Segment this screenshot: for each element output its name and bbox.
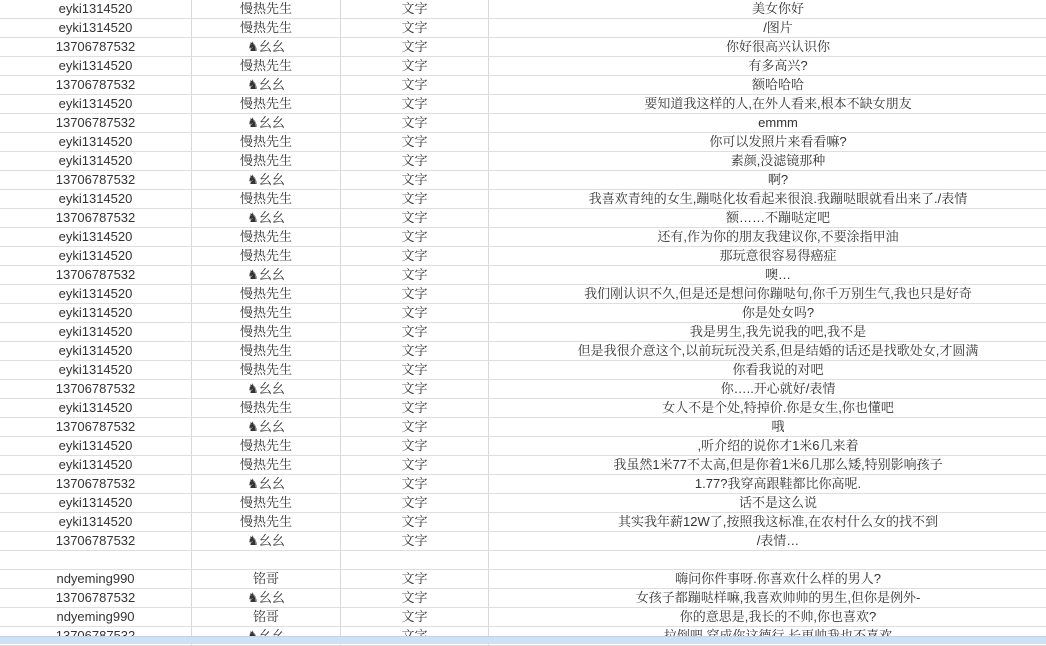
cell-message-type[interactable]: 文字 xyxy=(341,57,489,76)
cell-nickname[interactable]: 慢热先生 xyxy=(192,57,341,76)
table-row xyxy=(0,228,1046,247)
cell-message-text[interactable]: 要知道我这样的人,在外人看来,根本不缺女朋友 xyxy=(489,95,1046,114)
cell-message-type[interactable]: 文字 xyxy=(341,323,489,342)
cell-message-type[interactable]: 文字 xyxy=(341,190,489,209)
table-row xyxy=(0,399,1046,418)
table-row xyxy=(0,551,1046,570)
cell-message-type[interactable]: 文字 xyxy=(341,171,489,190)
cell-nickname[interactable]: ♞幺幺 xyxy=(192,532,341,551)
table-row xyxy=(0,190,1046,209)
cell-nickname[interactable]: 慢热先生 xyxy=(192,95,341,114)
cell-sender-id[interactable]: eyki1314520 xyxy=(0,361,192,380)
cell-sender-id[interactable]: ndyeming990 xyxy=(0,570,192,589)
cell-message-text[interactable]: 嗨问你件事呀.你喜欢什么样的男人? xyxy=(489,570,1046,589)
cell-message-text[interactable]: 我们刚认识不久,但是还是想问你蹦哒句,你千万别生气,我也只是好奇 xyxy=(489,285,1046,304)
cell-message-text[interactable]: 你…..开心就好/表情 xyxy=(489,380,1046,399)
cell-sender-id[interactable]: eyki1314520 xyxy=(0,285,192,304)
cell-message-text[interactable]: 其实我年薪12W了,按照我这标准,在农村什么女的找不到 xyxy=(489,513,1046,532)
cell-sender-id[interactable]: eyki1314520 xyxy=(0,323,192,342)
table-row xyxy=(0,38,1046,57)
cell-nickname[interactable]: 慢热先生 xyxy=(192,456,341,475)
cell-message-text[interactable]: /图片 xyxy=(489,19,1046,38)
cell-nickname[interactable]: 慢热先生 xyxy=(192,133,341,152)
cell-sender-id[interactable]: eyki1314520 xyxy=(0,342,192,361)
cell-nickname[interactable]: 慢热先生 xyxy=(192,494,341,513)
cell-message-type[interactable]: 文字 xyxy=(341,418,489,437)
table-row xyxy=(0,342,1046,361)
cell-message-type[interactable]: 文字 xyxy=(341,0,489,19)
table-row xyxy=(0,304,1046,323)
cell-nickname[interactable]: 慢热先生 xyxy=(192,304,341,323)
table-row xyxy=(0,494,1046,513)
cell-sender-id[interactable]: eyki1314520 xyxy=(0,247,192,266)
cell-message-text[interactable]: 啊? xyxy=(489,171,1046,190)
cell-message-text[interactable]: 额……不蹦哒定吧 xyxy=(489,209,1046,228)
cell-sender-id[interactable]: eyki1314520 xyxy=(0,57,192,76)
table-row xyxy=(0,114,1046,133)
cell-sender-id[interactable]: eyki1314520 xyxy=(0,456,192,475)
cell-message-text[interactable]: 女人不是个处,特掉价.你是女生,你也懂吧 xyxy=(489,399,1046,418)
cell-sender-id[interactable]: eyki1314520 xyxy=(0,19,192,38)
cell-sender-id[interactable]: eyki1314520 xyxy=(0,399,192,418)
cell-nickname[interactable]: 慢热先生 xyxy=(192,190,341,209)
cell-nickname[interactable]: 慢热先生 xyxy=(192,513,341,532)
cell-message-text[interactable]: emmm xyxy=(489,114,1046,133)
cell-sender-id[interactable]: eyki1314520 xyxy=(0,152,192,171)
cell-nickname[interactable]: ♞幺幺 xyxy=(192,209,341,228)
table-row xyxy=(0,323,1046,342)
cell-nickname[interactable]: 慢热先生 xyxy=(192,152,341,171)
cell-message-type[interactable]: 文字 xyxy=(341,589,489,608)
cell-sender-id[interactable]: eyki1314520 xyxy=(0,437,192,456)
cell-sender-id[interactable]: 13706787532 xyxy=(0,589,192,608)
table-row xyxy=(0,532,1046,551)
cell-sender-id[interactable]: eyki1314520 xyxy=(0,304,192,323)
cell-message-text[interactable] xyxy=(489,551,1046,570)
cell-message-text[interactable]: 你的意思是,我长的不帅,你也喜欢? xyxy=(489,608,1046,627)
cell-nickname[interactable]: 铭哥 xyxy=(192,608,341,627)
cell-message-text[interactable]: 我虽然1米77不太高,但是你着1米6几那么矮,特别影响孩子 xyxy=(489,456,1046,475)
table-row xyxy=(0,266,1046,285)
cell-message-text[interactable]: 你看我说的对吧 xyxy=(489,361,1046,380)
cell-sender-id[interactable]: 13706787532 xyxy=(0,171,192,190)
cell-message-type[interactable]: 文字 xyxy=(341,361,489,380)
table-row xyxy=(0,209,1046,228)
cell-message-text[interactable]: 话不是这么说 xyxy=(489,494,1046,513)
cell-message-type[interactable]: 文字 xyxy=(341,456,489,475)
cell-message-text[interactable]: 美女你好 xyxy=(489,0,1046,19)
cell-nickname[interactable]: ♞幺幺 xyxy=(192,380,341,399)
cell-message-type[interactable]: 文字 xyxy=(341,475,489,494)
table-row xyxy=(0,285,1046,304)
cell-message-type[interactable]: 文字 xyxy=(341,209,489,228)
cell-sender-id[interactable]: 13706787532 xyxy=(0,380,192,399)
cell-message-type[interactable]: 文字 xyxy=(341,342,489,361)
cell-sender-id[interactable]: eyki1314520 xyxy=(0,228,192,247)
cell-message-type[interactable]: 文字 xyxy=(341,570,489,589)
table-row xyxy=(0,475,1046,494)
cell-nickname[interactable]: 慢热先生 xyxy=(192,361,341,380)
table-row xyxy=(0,418,1046,437)
table-row xyxy=(0,380,1046,399)
table-row xyxy=(0,19,1046,38)
cell-nickname[interactable]: ♞幺幺 xyxy=(192,589,341,608)
cell-sender-id[interactable]: eyki1314520 xyxy=(0,494,192,513)
cell-nickname[interactable] xyxy=(192,551,341,570)
cell-message-type[interactable]: 文字 xyxy=(341,399,489,418)
cell-message-type[interactable]: 文字 xyxy=(341,285,489,304)
cell-message-text[interactable]: 你好很高兴认识你 xyxy=(489,38,1046,57)
table-row xyxy=(0,95,1046,114)
cell-message-text[interactable]: 素颜,没滤镜那种 xyxy=(489,152,1046,171)
table-row xyxy=(0,76,1046,95)
cell-sender-id[interactable]: 13706787532 xyxy=(0,418,192,437)
cell-message-type[interactable]: 文字 xyxy=(341,95,489,114)
cell-message-type[interactable]: 文字 xyxy=(341,304,489,323)
cell-sender-id[interactable]: eyki1314520 xyxy=(0,133,192,152)
cell-nickname[interactable]: 铭哥 xyxy=(192,570,341,589)
cell-sender-id[interactable]: 13706787532 xyxy=(0,266,192,285)
cell-nickname[interactable]: 慢热先生 xyxy=(192,437,341,456)
cell-message-type[interactable] xyxy=(341,551,489,570)
cell-message-type[interactable]: 文字 xyxy=(341,437,489,456)
cell-sender-id[interactable]: 13706787532 xyxy=(0,475,192,494)
cell-nickname[interactable]: ♞幺幺 xyxy=(192,418,341,437)
table-row xyxy=(0,57,1046,76)
table-row xyxy=(0,171,1046,190)
cell-message-type[interactable]: 文字 xyxy=(341,513,489,532)
cell-sender-id[interactable]: 13706787532 xyxy=(0,114,192,133)
table-row xyxy=(0,247,1046,266)
cell-nickname[interactable]: 慢热先生 xyxy=(192,0,341,19)
table-row xyxy=(0,513,1046,532)
cell-message-type[interactable]: 文字 xyxy=(341,494,489,513)
cell-message-text[interactable]: 额哈哈哈 xyxy=(489,76,1046,95)
cell-message-text[interactable]: 女孩子都蹦哒样嘛,我喜欢帅帅的男生,但你是例外- xyxy=(489,589,1046,608)
cell-nickname[interactable]: 慢热先生 xyxy=(192,19,341,38)
cell-message-text[interactable]: 哦 xyxy=(489,418,1046,437)
cell-message-type[interactable]: 文字 xyxy=(341,38,489,57)
cell-nickname[interactable]: 慢热先生 xyxy=(192,399,341,418)
cell-message-text[interactable]: 但是我很介意这个,以前玩玩没关系,但是结婚的话还是找歌处女,才圆满 xyxy=(489,342,1046,361)
cell-sender-id[interactable]: eyki1314520 xyxy=(0,95,192,114)
table-row xyxy=(0,608,1046,627)
table-row xyxy=(0,456,1046,475)
cell-message-type[interactable]: 文字 xyxy=(341,152,489,171)
cell-sender-id[interactable]: 13706787532 xyxy=(0,209,192,228)
cell-sender-id[interactable]: 13706787532 xyxy=(0,38,192,57)
cell-sender-id[interactable]: 13706787532 xyxy=(0,532,192,551)
cell-message-type[interactable]: 文字 xyxy=(341,608,489,627)
cell-nickname[interactable]: ♞幺幺 xyxy=(192,76,341,95)
cell-message-type[interactable]: 文字 xyxy=(341,133,489,152)
cell-sender-id[interactable] xyxy=(0,551,192,570)
cell-sender-id[interactable]: 13706787532 xyxy=(0,76,192,95)
cell-message-type[interactable]: 文字 xyxy=(341,380,489,399)
cell-message-type[interactable]: 文字 xyxy=(341,76,489,95)
cell-sender-id[interactable]: ndyeming990 xyxy=(0,608,192,627)
cell-sender-id[interactable]: eyki1314520 xyxy=(0,190,192,209)
cell-sender-id[interactable]: eyki1314520 xyxy=(0,0,192,19)
cell-nickname[interactable]: 慢热先生 xyxy=(192,342,341,361)
cell-nickname[interactable]: 慢热先生 xyxy=(192,228,341,247)
cell-message-text[interactable]: 有多高兴? xyxy=(489,57,1046,76)
cell-message-text[interactable]: 还有,作为你的朋友我建议你,不要涂指甲油 xyxy=(489,228,1046,247)
table-row xyxy=(0,152,1046,171)
cell-message-type[interactable]: 文字 xyxy=(341,266,489,285)
cell-message-text[interactable]: 我是男生,我先说我的吧,我不是 xyxy=(489,323,1046,342)
cell-message-type[interactable]: 文字 xyxy=(341,19,489,38)
cell-message-type[interactable]: 文字 xyxy=(341,228,489,247)
table-row xyxy=(0,133,1046,152)
cell-message-text[interactable]: ,听介绍的说你才1米6几来着 xyxy=(489,437,1046,456)
bottom-pane-edge xyxy=(0,636,1046,644)
cell-message-type[interactable]: 文字 xyxy=(341,247,489,266)
cell-sender-id[interactable]: eyki1314520 xyxy=(0,513,192,532)
cell-message-text[interactable]: 1.77?我穿高跟鞋都比你高呢. xyxy=(489,475,1046,494)
cell-nickname[interactable]: ♞幺幺 xyxy=(192,171,341,190)
table-row xyxy=(0,589,1046,608)
cell-message-text[interactable]: /表情… xyxy=(489,532,1046,551)
cell-nickname[interactable]: ♞幺幺 xyxy=(192,114,341,133)
cell-message-type[interactable]: 文字 xyxy=(341,114,489,133)
cell-message-text[interactable]: 我喜欢青纯的女生,蹦哒化妆看起来很浪.我蹦哒眼就看出来了./表情 xyxy=(489,190,1046,209)
cell-message-type[interactable]: 文字 xyxy=(341,532,489,551)
table-row xyxy=(0,570,1046,589)
cell-nickname[interactable]: ♞幺幺 xyxy=(192,475,341,494)
table-row xyxy=(0,361,1046,380)
cell-nickname[interactable]: ♞幺幺 xyxy=(192,38,341,57)
cell-message-text[interactable]: 那玩意很容易得癌症 xyxy=(489,247,1046,266)
cell-nickname[interactable]: ♞幺幺 xyxy=(192,266,341,285)
cell-nickname[interactable]: 慢热先生 xyxy=(192,247,341,266)
cell-nickname[interactable]: 慢热先生 xyxy=(192,323,341,342)
table-row xyxy=(0,437,1046,456)
cell-nickname[interactable]: 慢热先生 xyxy=(192,285,341,304)
cell-message-text[interactable]: 你是处女吗? xyxy=(489,304,1046,323)
cell-message-text[interactable]: 噢… xyxy=(489,266,1046,285)
cell-message-text[interactable]: 你可以发照片来看看嘛? xyxy=(489,133,1046,152)
table-row xyxy=(0,0,1046,19)
